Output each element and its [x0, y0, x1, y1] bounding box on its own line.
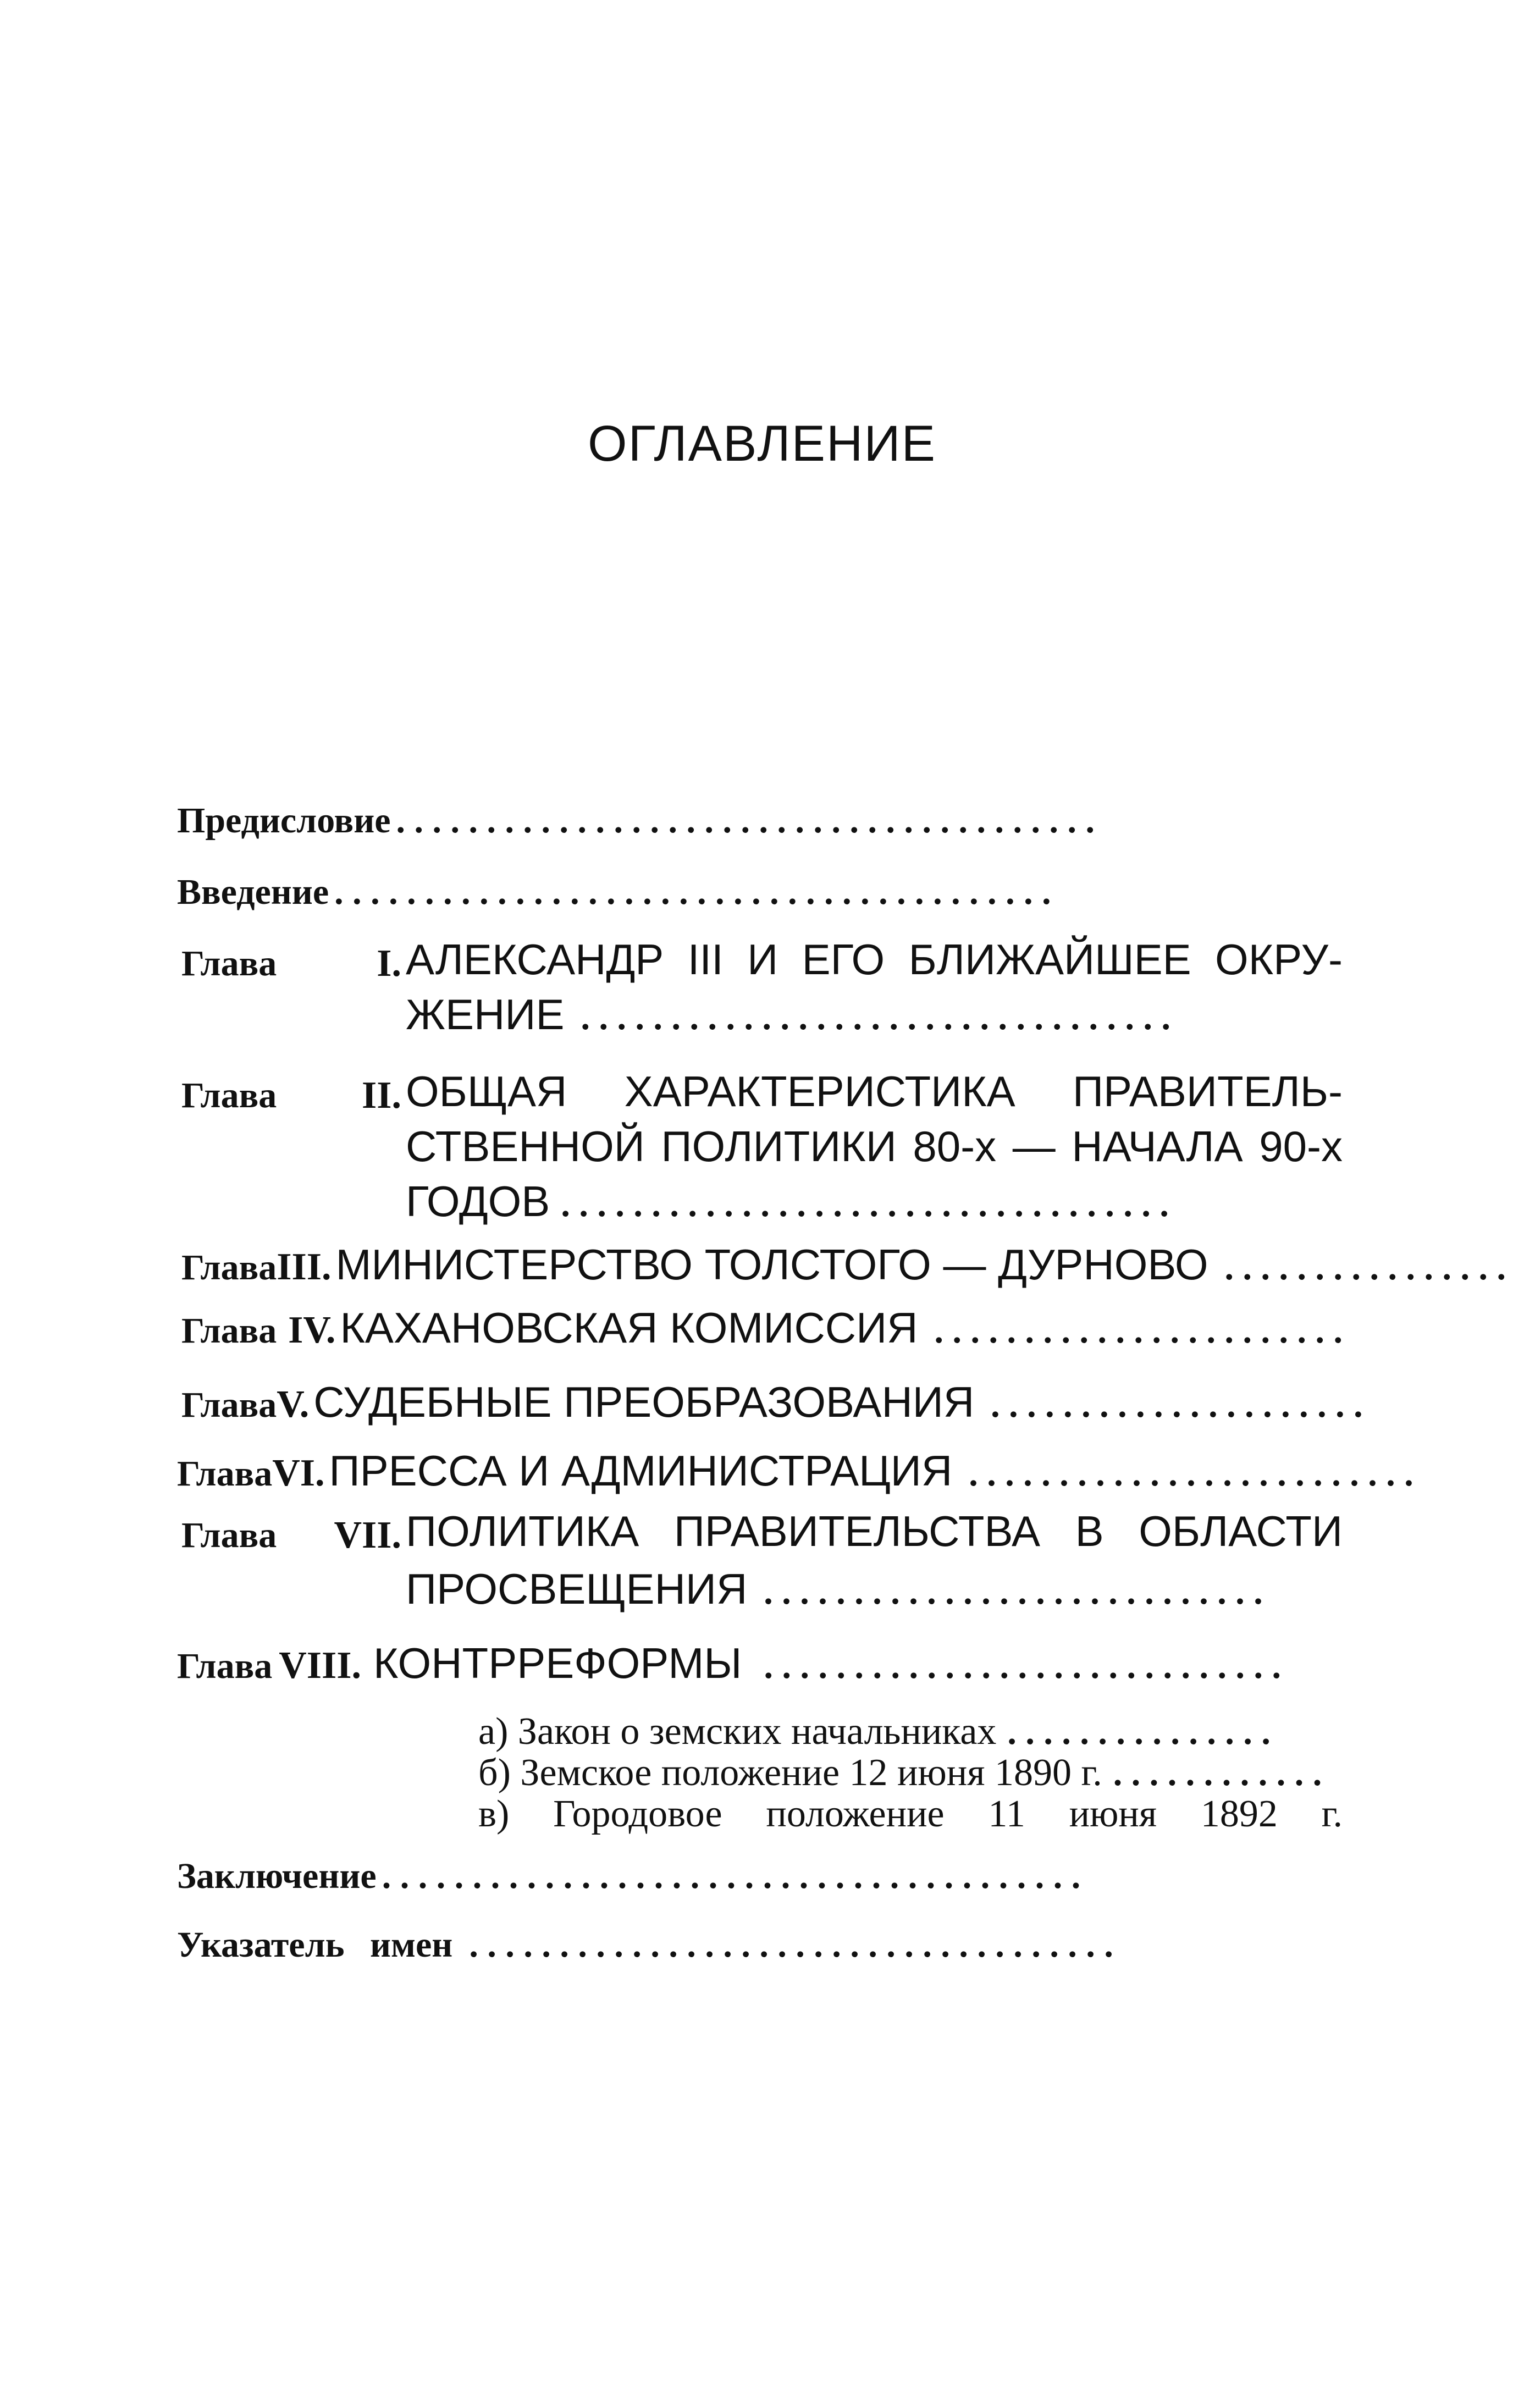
toc-entry-chapter-5[interactable]	[181, 1377, 1363, 1427]
subentry-label: б) Земское положение 12 июня 1890 г.	[478, 1752, 1102, 1794]
dot-leader: . . . . . . . . . . . . . . . . . . . . . . . . . . . . . . . . . . . . . . .	[396, 800, 1095, 841]
dot-leader: . . . . . . . . . . . . . . . . . . . . .	[991, 1385, 1363, 1425]
chapter-label: Глава	[181, 1075, 277, 1115]
chapter-label: Глава	[177, 1646, 273, 1686]
chapter-title-line-3-row	[406, 1177, 1343, 1227]
dot-leader: . . . . . . . . . . . .	[1113, 1753, 1322, 1793]
chapter-number: VII.	[334, 1514, 401, 1556]
chapter-number: IV.	[288, 1309, 336, 1351]
chapter-number: III.	[277, 1246, 332, 1288]
chapter-number: I.	[377, 942, 401, 985]
toc-entry-label: Предисловие	[177, 800, 391, 841]
chapter-number: VIII.	[279, 1644, 361, 1687]
chapter-number: V.	[277, 1383, 310, 1426]
toc-entry-conclusion[interactable]	[177, 1855, 1343, 1897]
chapter-title-line-2-row	[406, 1564, 1343, 1614]
toc-entry-label: Введение	[177, 872, 329, 912]
dot-leader: . . . . . . . . . . . . . . . . . . . . . . . . .	[969, 1454, 1413, 1494]
dot-leader: . . . . . . . . . . . . . . . .	[1224, 1247, 1506, 1288]
toc-entry-label: Заключение	[177, 1856, 377, 1896]
chapter-title: МИНИСТЕРСТВО ТОЛСТОГО — ДУРНОВО	[335, 1240, 1208, 1289]
chapter-title-line-2: ПРОСВЕЩЕНИЯ	[406, 1565, 748, 1613]
dot-leader: . . . . . . . . . . . . . . . . . . . . . . . . . . . . . . . . .	[581, 997, 1170, 1037]
chapter-title: КОНТРРЕФОРМЫ	[373, 1639, 742, 1687]
toc-subentry-b[interactable]	[478, 1751, 1343, 1795]
chapter-label: Глава	[181, 1311, 277, 1351]
toc-entry-chapter-4[interactable]	[181, 1303, 1343, 1353]
chapter-label: Глава	[181, 1385, 277, 1425]
toc-entry-preface[interactable]	[177, 800, 1343, 842]
dot-leader: . . . . . . . . . . . . . . . . . . . . . . . . . . . . .	[764, 1646, 1281, 1686]
subentry-label: в) Городовое положение 11 июня 1892 г.	[478, 1793, 1343, 1835]
dot-leader: . . . . . . . . . . . . . . . . . . . . . . . . . . . . . . . . . . . . . . . .	[334, 872, 1051, 912]
dot-leader: . . . . . . . . . . . . . . . . . . . . . . . . . . . . . . . . . .	[561, 1184, 1169, 1224]
chapter-title-line-1: АЛЕКСАНДР III И ЕГО БЛИЖАЙШЕЕ ОКРУ-	[406, 935, 1343, 984]
chapter-title-line-2: СТВЕННОЙ ПОЛИТИКИ 80-х — НАЧАЛА 90-х	[406, 1122, 1343, 1170]
dot-leader: . . . . . . . . . . . . . . . . . . . . . . . . . . . . . . . . . . . .	[469, 1925, 1113, 1965]
dot-leader: . . . . . . . . . . . . . . . . . . . . . . .	[934, 1311, 1343, 1351]
chapter-number: VI.	[272, 1452, 325, 1494]
chapter-title-line-1: ОБЩАЯ ХАРАКТЕРИСТИКА ПРАВИТЕЛЬ-	[406, 1067, 1343, 1115]
dot-leader: . . . . . . . . . . . . . . . . . . . . . . . . . . . .	[764, 1572, 1263, 1612]
toc-subentry-a[interactable]	[478, 1710, 1343, 1754]
toc-entry-label: Указатель имен	[177, 1925, 453, 1965]
chapter-number: II.	[362, 1074, 401, 1117]
chapter-label: Глава	[181, 1515, 277, 1555]
toc-entry-chapter-6[interactable]	[177, 1446, 1413, 1496]
chapter-title-line-2-row	[406, 990, 1343, 1040]
page-title: ОГЛАВЛЕНИЕ	[588, 416, 936, 472]
toc-entry-chapter-3[interactable]	[181, 1240, 1506, 1290]
chapter-label: Глава	[181, 1247, 277, 1288]
chapter-title-line-3: ГОДОВ	[406, 1177, 550, 1225]
chapter-title: ПРЕССА И АДМИНИСТРАЦИЯ	[329, 1446, 953, 1495]
chapter-title: СУДЕБНЫЕ ПРЕОБРАЗОВАНИЯ	[313, 1378, 975, 1426]
chapter-label: Глава	[177, 1454, 273, 1494]
dot-leader: . . . . . . . . . . . . . . . . . . . . . . . . . . . . . . . . . . . . . . .	[382, 1856, 1081, 1896]
chapter-title: КАХАНОВСКАЯ КОМИССИЯ	[340, 1304, 918, 1352]
toc-entry-name-index[interactable]	[177, 1924, 1343, 1966]
chapter-8-heading-row	[177, 1638, 1343, 1688]
chapter-label: Глава	[181, 943, 277, 984]
toc-entry-introduction[interactable]	[177, 871, 1343, 913]
chapter-title-line-1: ПОЛИТИКА ПРАВИТЕЛЬСТВА В ОБЛАСТИ	[406, 1507, 1343, 1555]
subentry-label: а) Закон о земских начальниках	[478, 1710, 997, 1753]
dot-leader: . . . . . . . . . . . . . . .	[1007, 1712, 1271, 1752]
chapter-title-line-2: ЖЕНИЕ	[406, 990, 565, 1039]
toc-subentry-c[interactable]	[478, 1792, 1343, 1836]
